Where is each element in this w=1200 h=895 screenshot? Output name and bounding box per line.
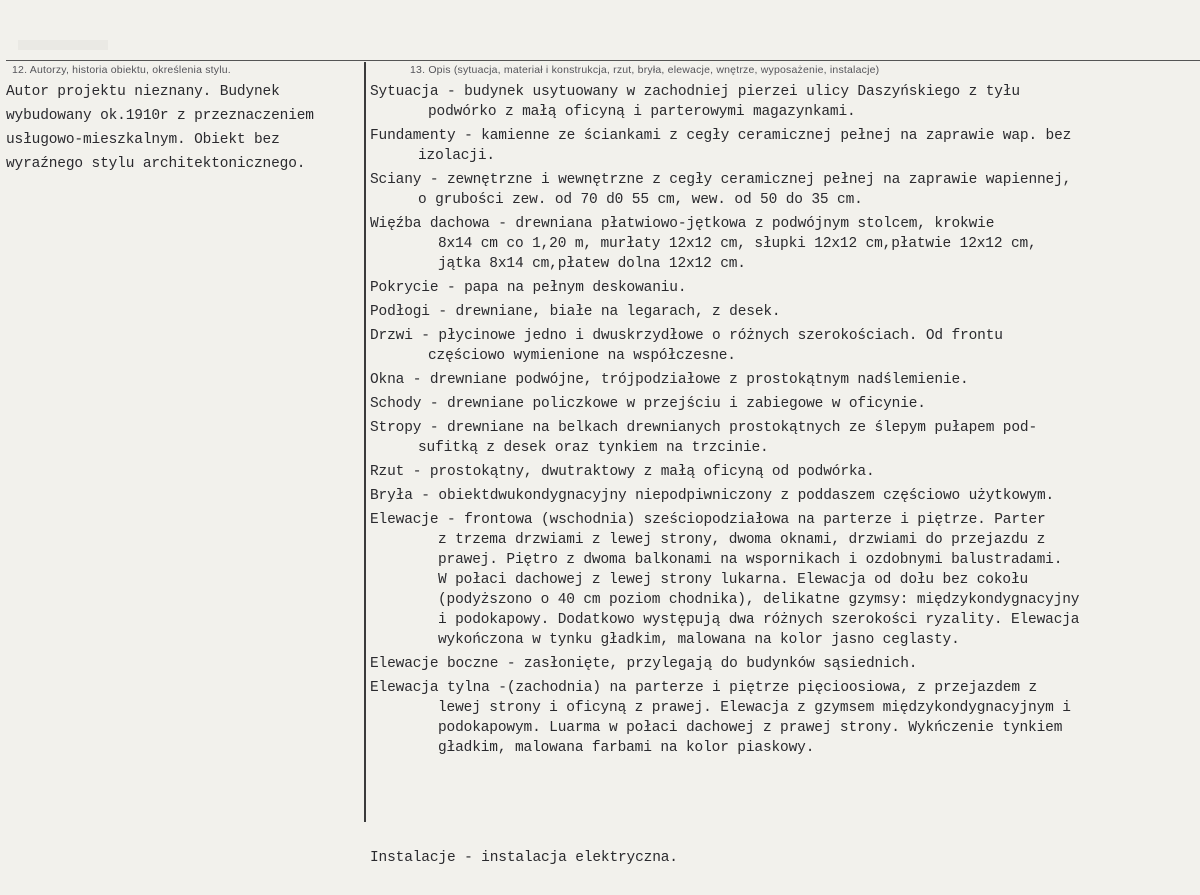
rzut-line: Rzut - prostokątny, dwutraktowy z małą oficyną od podwórka. <box>370 464 875 480</box>
column-divider <box>364 62 366 822</box>
elewacja-tylna-line: lewej strony i oficyną z prawej. Elewacja z gzymsem międzykondygnacyjnym i <box>438 700 1071 716</box>
pokrycie-line: Pokrycie - papa na pełnym deskowaniu. <box>370 280 687 296</box>
elewacje-line: Elewacje - frontowa (wschodnia) sześciopodziałowa na parterze i piętrze. Parter <box>370 512 1046 528</box>
wiezba-line: Więźba dachowa - drewniana płatwiowo-jętkowa z podwójnym stolcem, krokwie <box>370 216 995 232</box>
elewacje-line: prawej. Piętro z dwoma balkonami na wspornikach i ozdobnymi balustradami. <box>438 552 1063 568</box>
faint-stain <box>18 40 108 50</box>
elewacje-line: z trzema drzwiami z lewej strony, dwoma oknami, drzwiami do przejazdu z <box>438 532 1046 548</box>
elewacje-line: wykończona w tynku gładkim, malowana na kolor jasno ceglasty. <box>438 632 960 648</box>
okna-line: Okna - drewniane podwójne, trójpodziałowe z prostokątnym nadślemienie. <box>370 372 969 388</box>
elewacja-tylna-line: podokapowym. Luarma w połaci dachowej z prawej strony. Wykńczenie tynkiem <box>438 720 1063 736</box>
history-line: wybudowany ok.1910r z przeznaczeniem <box>6 108 314 124</box>
elewacje-line: i podokapowy. Dodatkowo występują dwa różnych szerokości ryzality. Elewacja <box>438 612 1080 628</box>
sytuacja-line: podwórko z małą oficyną i parterowymi magazynkami. <box>428 104 856 120</box>
stropy-line: Stropy - drewniane na belkach drewnianych prostokątnych ze ślepym pułapem pod- <box>370 420 1038 436</box>
history-line: Autor projektu nieznany. Budynek <box>6 84 280 100</box>
fundamenty-line: izolacji. <box>418 148 495 164</box>
fundamenty-line: Fundamenty - kamienne ze ściankami z cegły ceramicznej pełnej na zaprawie wap. bez <box>370 128 1072 144</box>
history-line: usługowo-mieszkalnym. Obiekt bez <box>6 132 280 148</box>
drzwi-line: Drzwi - płycinowe jedno i dwuskrzydłowe o różnych szerokościach. Od frontu <box>370 328 1003 344</box>
bryla-line: Bryła - obiektdwukondygnacyjny niepodpiwniczony z poddaszem częściowo użytkowym. <box>370 488 1055 504</box>
instalacje-line: Instalacje - instalacja elektryczna. <box>370 850 678 866</box>
elewacja-tylna-line: gładkim, malowana farbami na kolor piaskowy. <box>438 740 815 756</box>
elewacje-line: W połaci dachowej z lewej strony lukarna. Elewacja od dołu bez cokołu <box>438 572 1029 588</box>
wiezba-line: jątka 8x14 cm,płatew dolna 12x12 cm. <box>438 256 746 272</box>
stropy-line: sufitką z desek oraz tynkiem na trzcinie. <box>418 440 769 456</box>
elewacje-boczne-line: Elewacje boczne - zasłonięte, przylegają do budynków sąsiednich. <box>370 656 918 672</box>
description-column <box>370 82 1196 758</box>
history-line: wyraźnego stylu architektonicznego. <box>6 156 306 172</box>
elewacja-tylna-line: Elewacja tylna -(zachodnia) na parterze i piętrze pięcioosiowa, z przejazdem z <box>370 680 1038 696</box>
sciany-line: Sciany - zewnętrzne i wewnętrzne z cegły ceramicznej pełnej na zaprawie wapiennej, <box>370 172 1072 188</box>
sciany-line: o grubości zew. od 70 d0 55 cm, wew. od 50 do 35 cm. <box>418 192 863 208</box>
section-12-header: 12. Autorzy, historia obiektu, określenia stylu. <box>12 64 231 76</box>
sytuacja-line: Sytuacja - budynek usytuowany w zachodniej pierzei ulicy Daszyńskiego z tyłu <box>370 84 1020 100</box>
section-13-header: 13. Opis (sytuacja, materiał i konstrukcja, rzut, bryła, elewacje, wnętrze, wyposażenie, instalacje) <box>410 64 880 76</box>
wiezba-line: 8x14 cm co 1,20 m, murłaty 12x12 cm, słupki 12x12 cm,płatwie 12x12 cm, <box>438 236 1037 252</box>
podlogi-line: Podłogi - drewniane, białe na legarach, z desek. <box>370 304 781 320</box>
schody-line: Schody - drewniane policzkowe w przejściu i zabiegowe w oficynie. <box>370 396 926 412</box>
drzwi-line: częściowo wymienione na współczesne. <box>428 348 736 364</box>
history-column <box>6 80 362 176</box>
elewacje-line: (podyższono o 40 cm poziom chodnika), delikatne gzymsy: międzykondygnacyjny <box>438 592 1080 608</box>
header-rule <box>6 60 1200 61</box>
